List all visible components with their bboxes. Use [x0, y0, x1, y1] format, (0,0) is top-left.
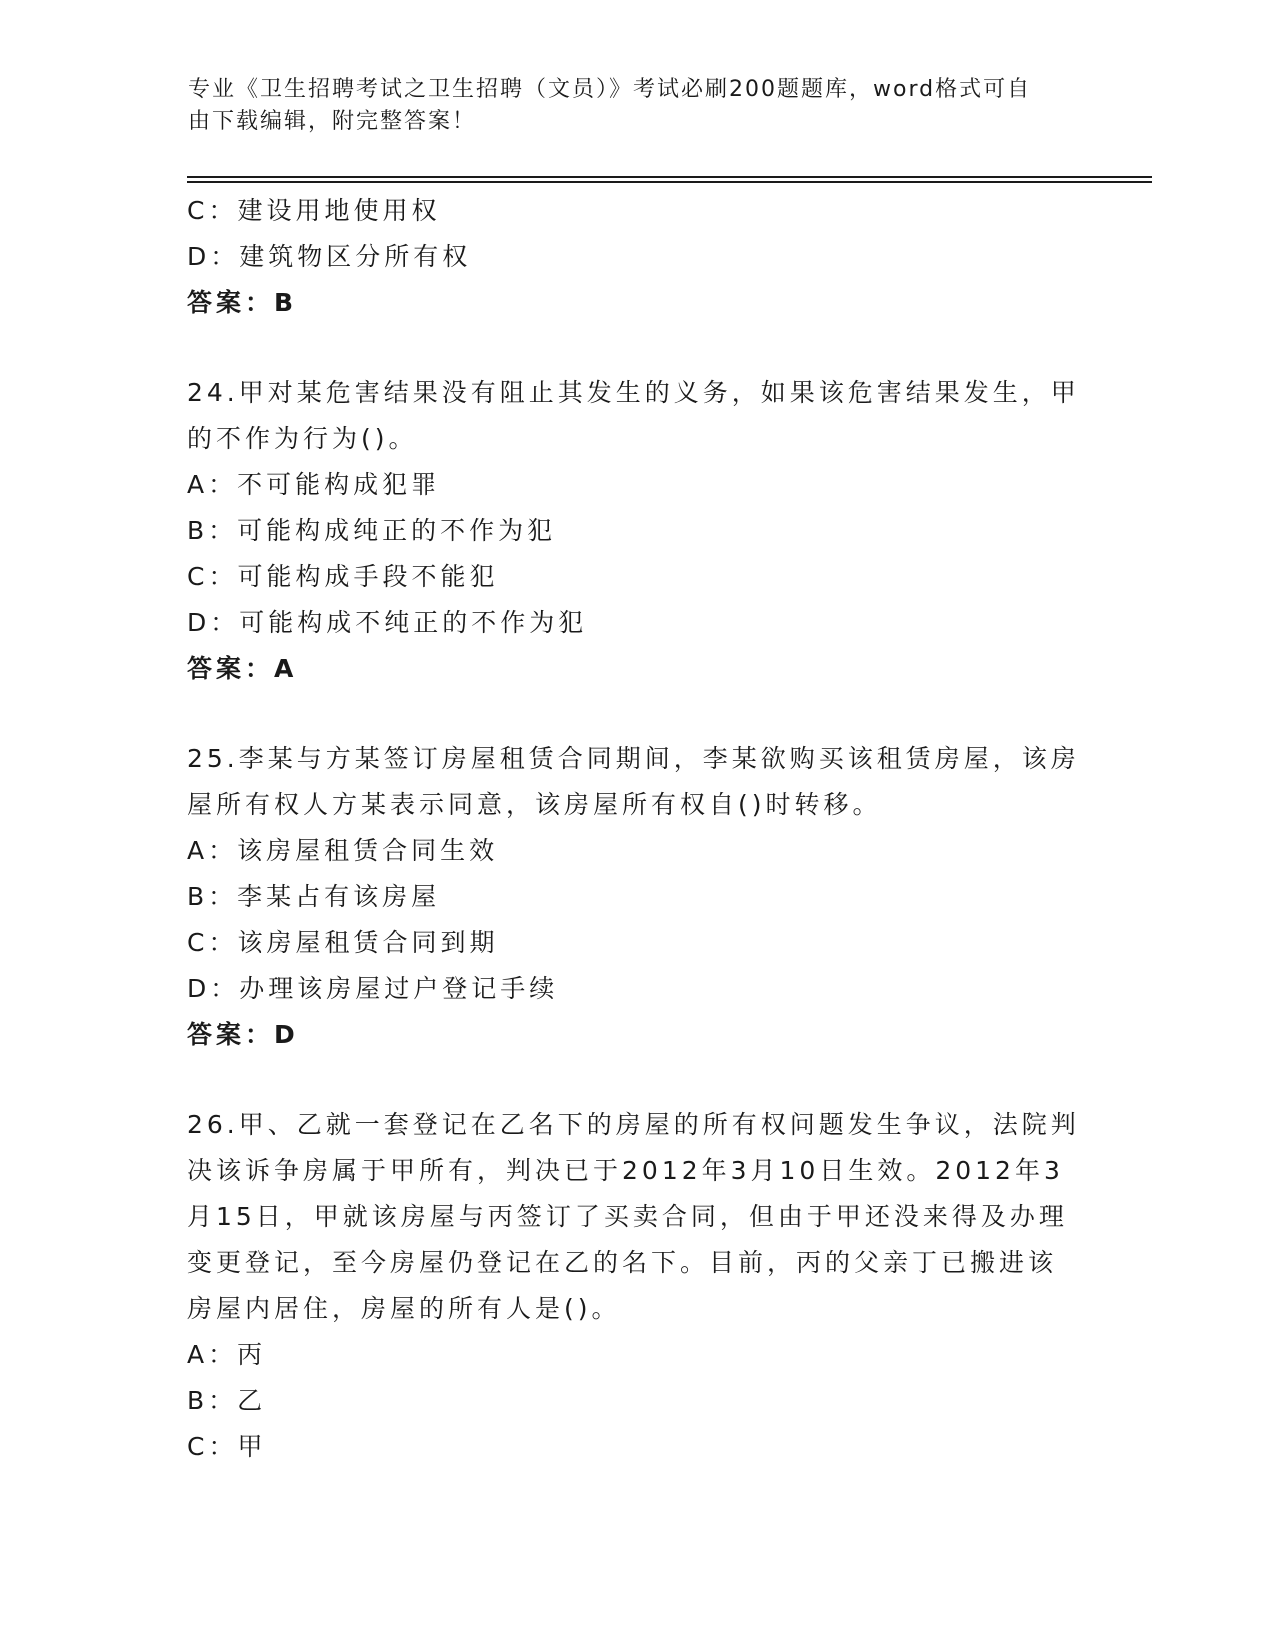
header-divider-bottom — [187, 181, 1152, 183]
question-stem — [187, 370, 1087, 462]
stem-line: 月15日，甲就该房屋与丙签订了买卖合同，但由于甲还没来得及办理 — [187, 1202, 1068, 1231]
answer-line: 答案：B — [187, 288, 298, 317]
question-stem — [187, 736, 1087, 828]
stem-line: 24.甲对某危害结果没有阻止其发生的义务，如果该危害结果发生，甲 — [187, 378, 1080, 407]
stem-line: 26.甲、乙就一套登记在乙名下的房屋的所有权问题发生争议，法院判 — [187, 1110, 1080, 1139]
option-a: A：不可能构成犯罪 — [187, 470, 441, 499]
option-a: A：丙 — [187, 1340, 267, 1369]
option-b: B：李某占有该房屋 — [187, 882, 441, 911]
option-d: D：建筑物区分所有权 — [187, 242, 472, 271]
question-block-26 — [187, 1102, 1087, 1470]
question-block-prev — [187, 188, 1087, 326]
document-header — [188, 74, 1068, 138]
answer-line: 答案：A — [187, 654, 298, 683]
option-c: C：建设用地使用权 — [187, 196, 441, 225]
stem-line: 25.李某与方某签订房屋租赁合同期间，李某欲购买该租赁房屋，该房 — [187, 744, 1080, 773]
stem-line: 的不作为行为()。 — [187, 424, 418, 453]
option-c: C：该房屋租赁合同到期 — [187, 928, 499, 957]
question-block-25 — [187, 736, 1087, 1058]
stem-line: 变更登记，至今房屋仍登记在乙的名下。目前，丙的父亲丁已搬进该 — [187, 1248, 1058, 1277]
stem-line: 屋所有权人方某表示同意，该房屋所有权自()时转移。 — [187, 790, 882, 819]
question-stem — [187, 1102, 1087, 1332]
option-b: B：乙 — [187, 1386, 267, 1415]
stem-line: 决该诉争房属于甲所有，判决已于2012年3月10日生效。2012年3 — [187, 1156, 1064, 1185]
header-divider-top — [187, 176, 1152, 178]
option-a: A：该房屋租赁合同生效 — [187, 836, 499, 865]
option-c: C：甲 — [187, 1432, 267, 1461]
option-b: B：可能构成纯正的不作为犯 — [187, 516, 557, 545]
header-line-2: 由下载编辑，附完整答案！ — [188, 109, 477, 134]
question-block-24 — [187, 370, 1087, 692]
stem-line: 房屋内居住，房屋的所有人是()。 — [187, 1294, 621, 1323]
option-c: C：可能构成手段不能犯 — [187, 562, 499, 591]
document-body — [187, 188, 1087, 1514]
answer-line: 答案：D — [187, 1020, 299, 1049]
header-line-1: 专业《卫生招聘考试之卫生招聘（文员）》考试必刷200题题库，word格式可自 — [188, 77, 1032, 102]
option-d: D：办理该房屋过户登记手续 — [187, 974, 559, 1003]
option-d: D：可能构成不纯正的不作为犯 — [187, 608, 588, 637]
